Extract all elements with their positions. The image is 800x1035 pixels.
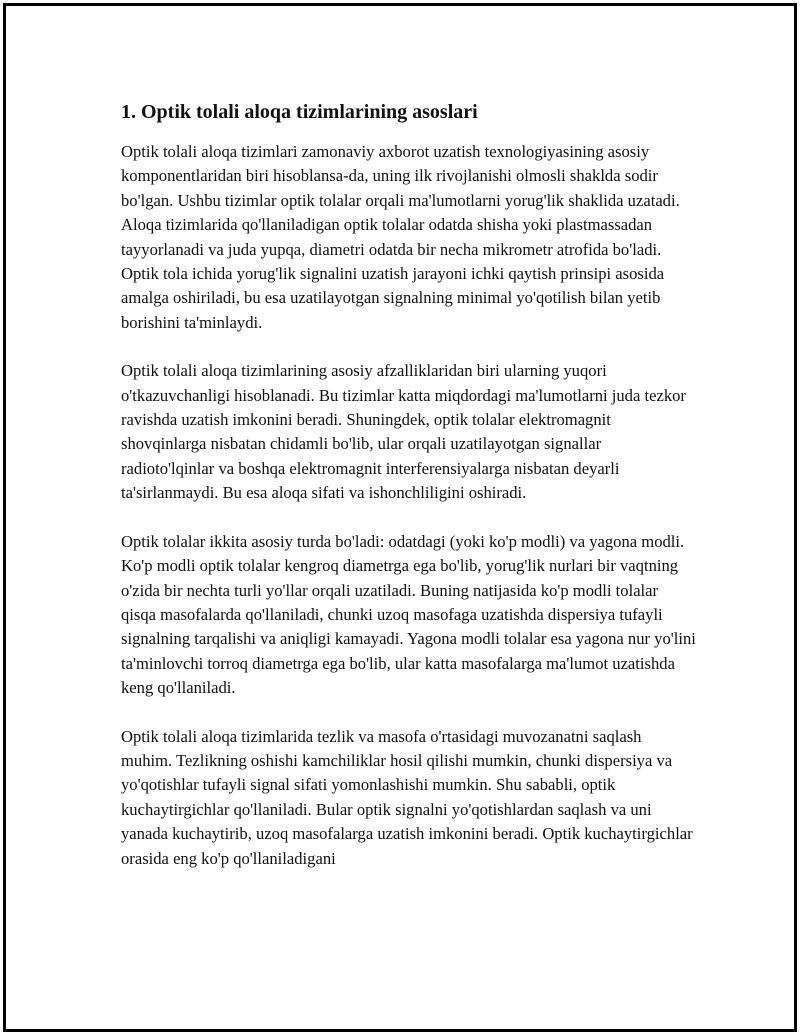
paragraph-1: Optik tolali aloqa tizimlari zamonaviy axborot uzatish texnologiyasining asosiy komponentlaridan biri hisoblansa-da, uning ilk rivojlanishi olmosli shaklda sodir bo'lgan. Ushbu tizimlar optik tolalar orqali ma'lumotlarni yorug'lik shaklida uzatadi. Aloqa tizimlarida qo'llaniladigan optik tolalar odatda shisha yoki plastmassadan tayyorlanadi va juda yupqa, diametri odatda bir necha mikrometr atrofida bo'ladi. Optik tola ichida yorug'lik signalini uzatish jarayoni ichki qaytish prinsipi asosida amalga oshiriladi, bu esa uzatilayotgan signalning minimal yo'qotilish bilan yetib borishini ta'minlaydi.	[121, 142, 680, 332]
paragraph-3: Optik tolalar ikkita asosiy turda bo'ladi: odatdagi (yoki ko'p modli) va yagona modli. Ko'p modli optik tolalar kengroq diametrga ega bo'lib, yorug'lik nurlari bir vaqtning o'zida bir nechta turli yo'llar orqali uzatiladi. Buning natijasida ko'p modli tolalar qisqa masofalarda qo'llaniladi, chunki uzoq masofaga uzatishda dispersiya tufayli signalning tarqalishi va aniqligi kamayadi. Yagona modli tolalar esa yagona nur yo'lini ta'minlovchi torroq diametrga ega bo'lib, ular katta masofalarga ma'lumot uzatishda keng qo'llaniladi.	[121, 531, 696, 698]
section-heading: 1. Optik tolali aloqa tizimlarining asoslari	[121, 101, 478, 123]
document-page	[3, 3, 797, 1032]
document-content	[121, 98, 696, 895]
paragraph-4: Optik tolali aloqa tizimlarida tezlik va masofa o'rtasidagi muvozanatni saqlash muhim. Tezlikning oshishi kamchiliklar hosil qilishi mumkin, chunki dispersiya va yo'qotishlar tufayli signal sifati yomonlashishi mumkin. Shu sababli, optik kuchaytirgichlar qo'llaniladi. Bular optik signalni yo'qotishlardan saqlash va uni yanada kuchaytirib, uzoq masofalarga uzatish imkonini beradi. Optik kuchaytirgichlar orasida eng ko'p qo'llaniladigani	[121, 726, 693, 868]
paragraph-2: Optik tolali aloqa tizimlarining asosiy afzalliklaridan biri ularning yuqori o'tkazuvchanligi hisoblanadi. Bu tizimlar katta miqdordagi ma'lumotlarni juda tezkor ravishda uzatish imkonini beradi. Shuningdek, optik tolalar elektromagnit shovqinlarga nisbatan chidamli bo'lib, ular orqali uzatilayotgan signallar radioto'lqinlar va boshqa elektromagnit interferensiyalarga nisbatan deyarli ta'sirlanmaydi. Bu esa aloqa sifati va ishonchliligini oshiradi.	[121, 361, 686, 503]
